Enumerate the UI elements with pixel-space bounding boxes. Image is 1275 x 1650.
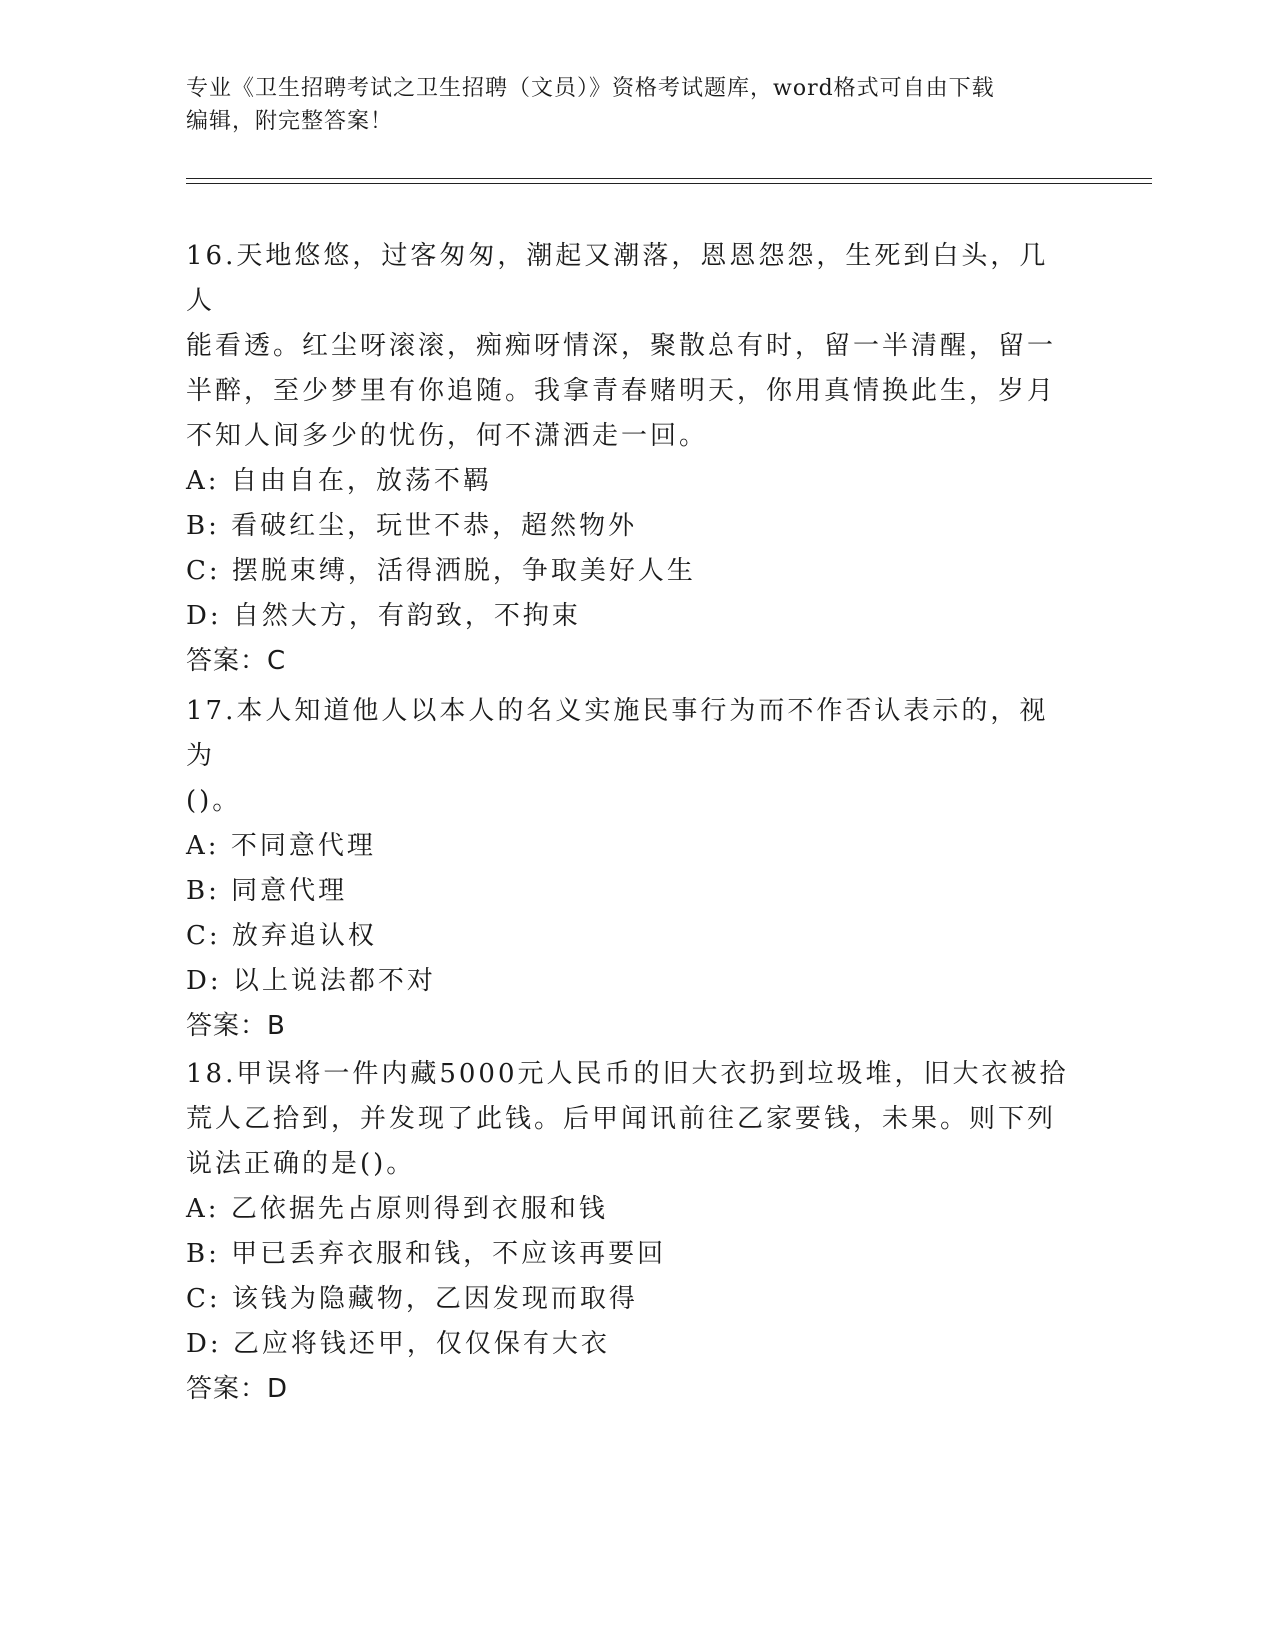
stem-line: ()。: [186, 786, 242, 816]
option-key: D:: [186, 966, 222, 996]
option-key: D:: [186, 601, 222, 631]
stem-line: 说法正确的是()。: [186, 1149, 416, 1179]
option-text: 该钱为隐藏物，乙因发现而取得: [231, 1284, 638, 1314]
option-key: B:: [186, 511, 220, 541]
stem-line: 18.甲误将一件内藏5000元人民币的旧大衣扔到垃圾堆，旧大衣被拾: [186, 1059, 1069, 1089]
header-divider-bottom: [186, 183, 1152, 184]
option-text: 以上说法都不对: [232, 966, 436, 996]
option-key: B:: [186, 876, 220, 906]
question-stem: [186, 1052, 1076, 1187]
stem-line: 半醉，至少梦里有你追随。我拿青春赌明天，你用真情换此生，岁月: [186, 376, 1057, 406]
document-header: [186, 72, 1076, 138]
option-c: [186, 1277, 1076, 1322]
option-text: 不同意代理: [230, 831, 376, 861]
option-text: 自由自在，放荡不羁: [230, 466, 492, 496]
option-b: [186, 1232, 1076, 1277]
stem-line: 17.本人知道他人以本人的名义实施民事行为而不作否认表示的，视为: [186, 696, 1049, 771]
option-text: 乙依据先占原则得到衣服和钱: [230, 1194, 608, 1224]
option-a: [186, 1187, 1076, 1232]
header-line-1: 专业《卫生招聘考试之卫生招聘（文员）》资格考试题库，word格式可自由下载: [186, 76, 995, 101]
answer-line: 答案：B: [186, 1011, 286, 1041]
option-key: C:: [186, 921, 221, 951]
option-b: [186, 869, 1076, 914]
option-text: 摆脱束缚，活得洒脱，争取美好人生: [231, 556, 696, 586]
option-text: 放弃追认权: [231, 921, 377, 951]
option-key: A:: [186, 831, 220, 861]
stem-line: 16.天地悠悠，过客匆匆，潮起又潮落，恩恩怨怨，生死到白头，几人: [186, 241, 1049, 316]
option-key: D:: [186, 1329, 222, 1359]
option-d: [186, 959, 1076, 1004]
header-line-2: 编辑，附完整答案！: [186, 109, 394, 134]
option-d: [186, 594, 1076, 639]
option-key: C:: [186, 1284, 221, 1314]
question-18: [186, 1052, 1076, 1412]
stem-line: 不知人间多少的忧伤，何不潇洒走一回。: [186, 421, 709, 451]
option-text: 甲已丢弃衣服和钱，不应该再要回: [231, 1239, 667, 1269]
question-stem: [186, 689, 1076, 824]
option-d: [186, 1322, 1076, 1367]
option-text: 自然大方，有韵致，不拘束: [232, 601, 581, 631]
option-text: 同意代理: [231, 876, 348, 906]
option-text: 乙应将钱还甲，仅仅保有大衣: [232, 1329, 610, 1359]
option-c: [186, 914, 1076, 959]
option-key: A:: [186, 1194, 220, 1224]
option-c: [186, 549, 1076, 594]
stem-line: 能看透。红尘呀滚滚，痴痴呀情深，聚散总有时，留一半清醒，留一: [186, 331, 1057, 361]
stem-line: 荒人乙拾到，并发现了此钱。后甲闻讯前往乙家要钱，未果。则下列: [186, 1104, 1057, 1134]
option-b: [186, 504, 1076, 549]
option-a: [186, 459, 1076, 504]
question-stem: [186, 234, 1076, 459]
option-a: [186, 824, 1076, 869]
option-key: B:: [186, 1239, 220, 1269]
answer-line: 答案：C: [186, 646, 287, 676]
option-text: 看破红尘，玩世不恭，超然物外: [231, 511, 638, 541]
header-divider-top: [186, 178, 1152, 179]
question-16: [186, 234, 1076, 684]
answer-line: 答案：D: [186, 1374, 289, 1404]
question-17: [186, 689, 1076, 1049]
option-key: C:: [186, 556, 221, 586]
option-key: A:: [186, 466, 220, 496]
